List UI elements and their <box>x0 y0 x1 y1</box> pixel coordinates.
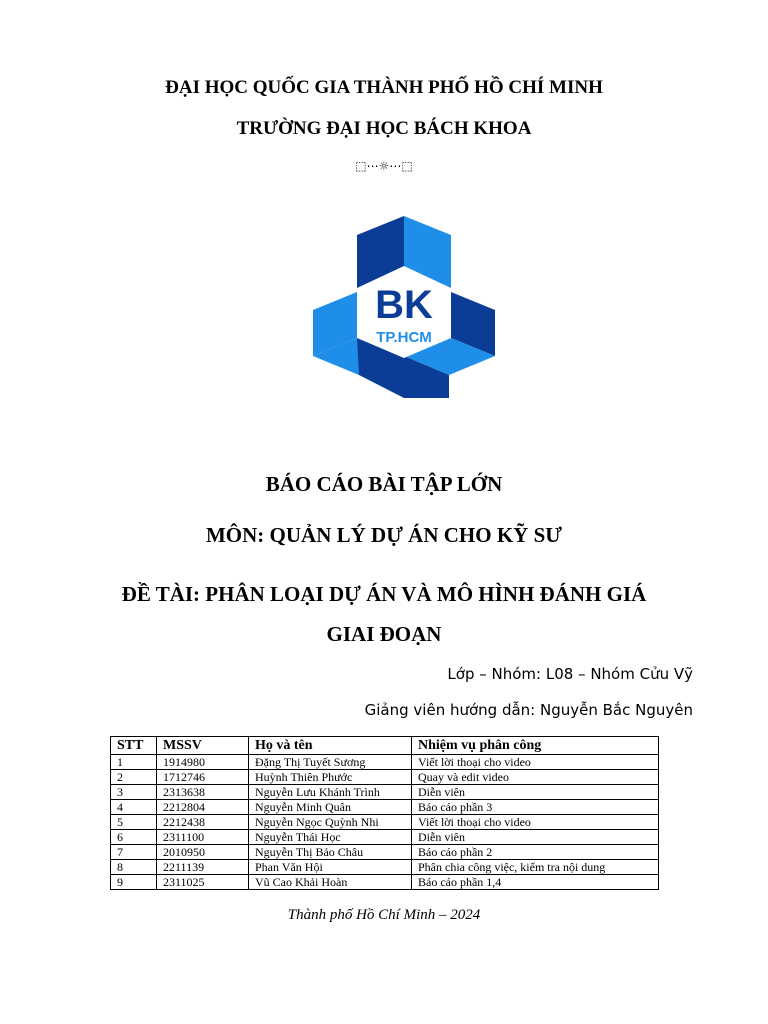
member-table <box>110 736 659 890</box>
table-row <box>111 785 659 800</box>
cell-stt: 1 <box>111 755 157 770</box>
cell-stt: 3 <box>111 785 157 800</box>
class-group-line: Lớp – Nhóm: L08 – Nhóm Cửu Vỹ <box>447 665 693 683</box>
instructor-line: Giảng viên hướng dẫn: Nguyễn Bắc Nguyên <box>364 701 693 719</box>
cell-task: Báo cáo phần 3 <box>412 800 659 815</box>
cell-name: Nguyễn Lưu Khánh Trình <box>249 785 412 800</box>
table-row <box>111 860 659 875</box>
topic-title-line-2: GIAI ĐOẠN <box>326 622 442 646</box>
cell-stt: 9 <box>111 875 157 890</box>
cell-name: Huỳnh Thiên Phước <box>249 770 412 785</box>
cell-task: Quay và edit video <box>412 770 659 785</box>
table-row <box>111 830 659 845</box>
cell-stt: 7 <box>111 845 157 860</box>
cell-task: Báo cáo phần 1,4 <box>412 875 659 890</box>
cell-mssv: 2311025 <box>157 875 249 890</box>
ornament-divider: ⬚⋯☼⋯⬚ <box>355 159 413 173</box>
university-name: ĐẠI HỌC QUỐC GIA THÀNH PHỐ HỒ CHÍ MINH <box>165 77 603 98</box>
cell-task: Viết lời thoại cho video <box>412 815 659 830</box>
logo-bk-text: BK <box>375 283 433 327</box>
cell-name: Đặng Thị Tuyết Sương <box>249 755 412 770</box>
cell-stt: 2 <box>111 770 157 785</box>
cell-name: Nguyễn Thái Học <box>249 830 412 845</box>
cell-name: Nguyễn Minh Quân <box>249 800 412 815</box>
cell-stt: 8 <box>111 860 157 875</box>
cell-task: Phân chia công việc, kiểm tra nội dung <box>412 860 659 875</box>
table-row <box>111 845 659 860</box>
header-name: Họ và tên <box>249 737 412 755</box>
cell-mssv: 2010950 <box>157 845 249 860</box>
cell-name: Nguyễn Thị Bảo Châu <box>249 845 412 860</box>
cell-task: Diễn viên <box>412 785 659 800</box>
cell-task: Viết lời thoại cho video <box>412 755 659 770</box>
course-title: MÔN: QUẢN LÝ DỰ ÁN CHO KỸ SƯ <box>205 523 562 547</box>
school-name: TRƯỜNG ĐẠI HỌC BÁCH KHOA <box>236 118 532 139</box>
cell-mssv: 2313638 <box>157 785 249 800</box>
table-header-row <box>111 737 659 755</box>
topic-title-line-1: ĐỀ TÀI: PHÂN LOẠI DỰ ÁN VÀ MÔ HÌNH ĐÁNH GIÁ <box>121 582 647 606</box>
logo-tphcm-text: TP.HCM <box>376 329 432 346</box>
member-rows <box>111 755 659 890</box>
cell-task: Diễn viên <box>412 830 659 845</box>
bk-logo <box>305 208 503 418</box>
header-stt: STT <box>111 737 157 755</box>
cell-name: Nguyễn Ngọc Quỳnh Nhi <box>249 815 412 830</box>
cell-mssv: 1914980 <box>157 755 249 770</box>
cell-mssv: 1712746 <box>157 770 249 785</box>
cell-stt: 5 <box>111 815 157 830</box>
table-row <box>111 875 659 890</box>
cell-name: Phan Văn Hội <box>249 860 412 875</box>
place-date: Thành phố Hồ Chí Minh – 2024 <box>287 907 481 923</box>
cell-mssv: 2211139 <box>157 860 249 875</box>
cell-mssv: 2212804 <box>157 800 249 815</box>
header-task: Nhiệm vụ phân công <box>412 737 659 755</box>
table-row <box>111 815 659 830</box>
topic-title <box>0 574 768 654</box>
cell-stt: 6 <box>111 830 157 845</box>
table-row <box>111 755 659 770</box>
table-row <box>111 800 659 815</box>
cell-mssv: 2212438 <box>157 815 249 830</box>
report-title: BÁO CÁO BÀI TẬP LỚN <box>265 472 503 496</box>
cell-task: Báo cáo phần 2 <box>412 845 659 860</box>
cell-name: Vũ Cao Khải Hoàn <box>249 875 412 890</box>
header-mssv: MSSV <box>157 737 249 755</box>
cell-stt: 4 <box>111 800 157 815</box>
cell-mssv: 2311100 <box>157 830 249 845</box>
table-row <box>111 770 659 785</box>
